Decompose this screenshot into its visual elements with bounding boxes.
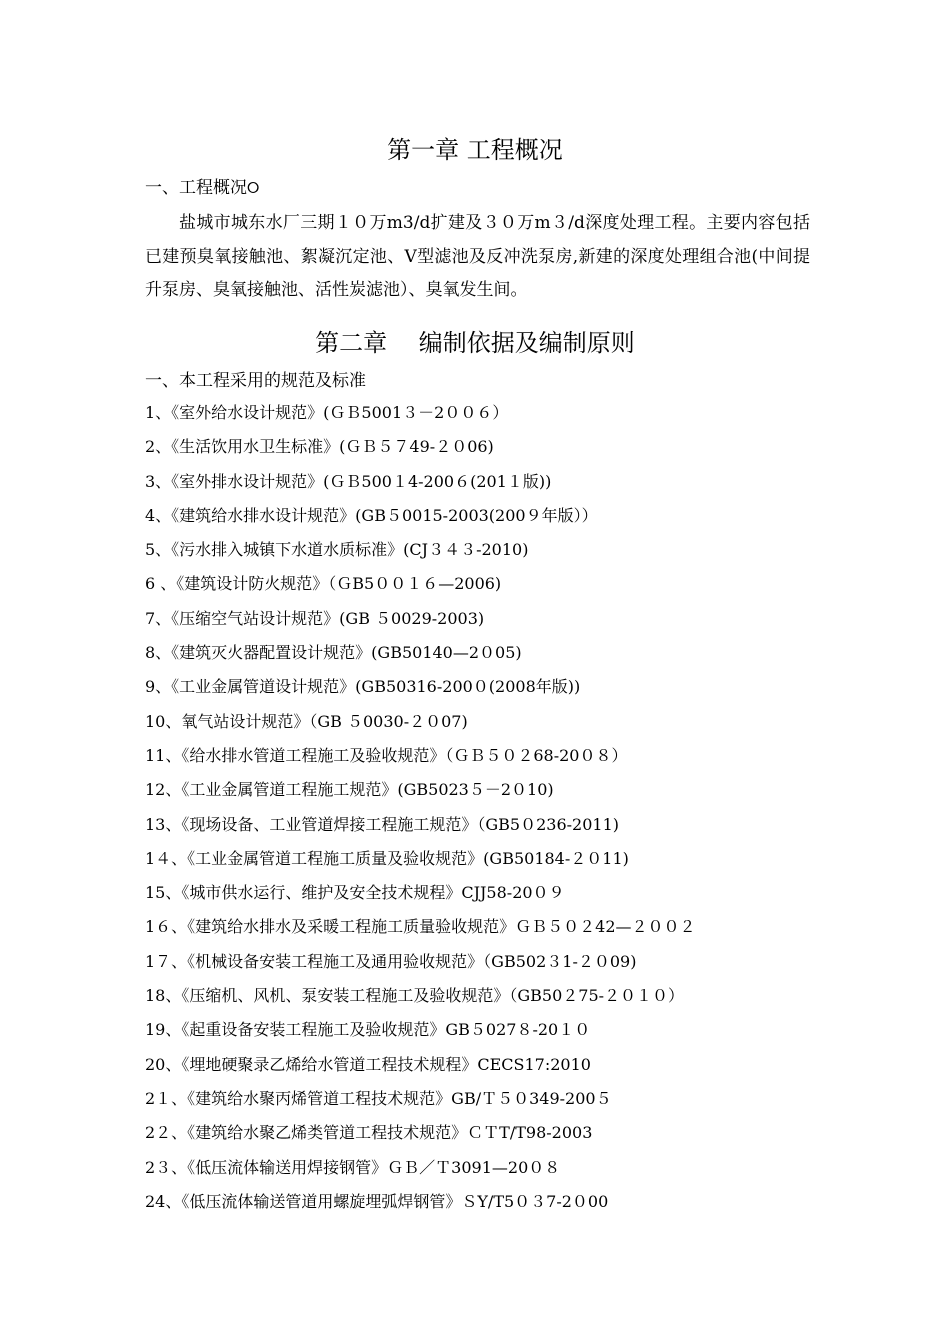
chapter-1-title: 第一章 工程概况 — [387, 136, 563, 164]
list-item: 3、《室外排水设计规范》(ＧＢ500１4-200６(201１版)) — [145, 471, 552, 491]
list-item: 11、《给水排水管道工程施工及验收规范》（ＧＢ５０２68-20０８） — [145, 745, 628, 765]
list-item: 20、《埋地硬聚录乙烯给水管道工程技术规程》CECS17:2010 — [145, 1054, 591, 1074]
list-item: 1、《室外给水设计规范》(ＧＢ5001３－2００６） — [145, 403, 509, 422]
list-item: 19、《起重设备安装工程施工及验收规范》GB５027８-20１０ — [145, 1020, 591, 1040]
project-overview-paragraph: 盐城市城东水厂三期１０万m3/d扩建及３０万m３/d深度处理工程。主要内容包括已建预臭氧接触池、絮凝沉定池、V型滤池及反冲洗泵房,新建的深度处理组合池(中间提升泵房、臭氧接触池、活性炭滤池）、臭氧发生间。 — [145, 213, 810, 300]
list-item: 18、《压缩机、风机、泵安装工程施工及验收规范》（GB50２75-２０１０） — [145, 986, 685, 1006]
list-item: 2２、《建筑给水聚乙烯类管道工程技术规范》ＣＴT/T98-2003 — [145, 1123, 593, 1143]
standards-list — [145, 401, 825, 1224]
list-item: 6 、《建筑设计防火规范》（ＧB5００１６—2006) — [145, 574, 502, 594]
list-item: 1７、《机械设备安装工程施工及通用验收规范》（GB502３1-２０09) — [145, 951, 637, 971]
list-item: 2３、《低压流体输送用焊接钢管》ＧＢ／Ｔ3091—20０８ — [145, 1157, 561, 1177]
list-item: 1４、《工业金属管道工程施工质量及验收规范》(GB50184-２０11) — [145, 848, 629, 868]
chapter-1-section-heading: 一、工程概况୦ — [145, 178, 260, 198]
list-item: 24、《低压流体输送管道用螺旋埋弧焊钢管》ＳY/T5０３7-2０00 — [145, 1191, 609, 1211]
list-item: 10、氧气站设计规范》（GB ５0030-２０07) — [145, 711, 468, 731]
list-item: 7、《压缩空气站设计规范》(GB ５0029-2003) — [145, 608, 485, 628]
list-item: 1６、《建筑给水排水及采暖工程施工质量验收规范》ＧＢ５０２42—２００２ — [145, 917, 696, 937]
list-item: 2、《生活饮用水卫生标准》(ＧＢ５７49-２０06) — [145, 437, 494, 457]
list-item: 13、《现场设备、工业管道焊接工程施工规范》（GB5０236-2011) — [145, 814, 619, 834]
list-item: 15、《城市供水运行、维护及安全技术规程》CJJ58-20０９ — [145, 883, 565, 903]
list-item: 8、《建筑灭火器配置设计规范》(GB50140—2０05) — [145, 643, 522, 663]
list-item: 12、《工业金属管道工程施工规范》(GB5023５－2０10) — [145, 780, 554, 800]
chapter-2-section-heading: 一、本工程采用的规范及标准 — [145, 371, 366, 391]
list-item: 4、《建筑给水排水设计规范》(GB５0015-2003(200９年版）） — [145, 505, 598, 525]
list-item: 2１、《建筑给水聚丙烯管道工程技术规范》GB/Ｔ５０349-200５ — [145, 1088, 612, 1108]
chapter-2-title: 第二章 编制依据及编制原则 — [315, 329, 635, 357]
list-item: 5、《污水排入城镇下水道水质标准》(CJ３４３-2010) — [145, 540, 529, 560]
list-item: 9、《工业金属管道设计规范》(GB50316-200０(2008年版)) — [145, 677, 581, 697]
